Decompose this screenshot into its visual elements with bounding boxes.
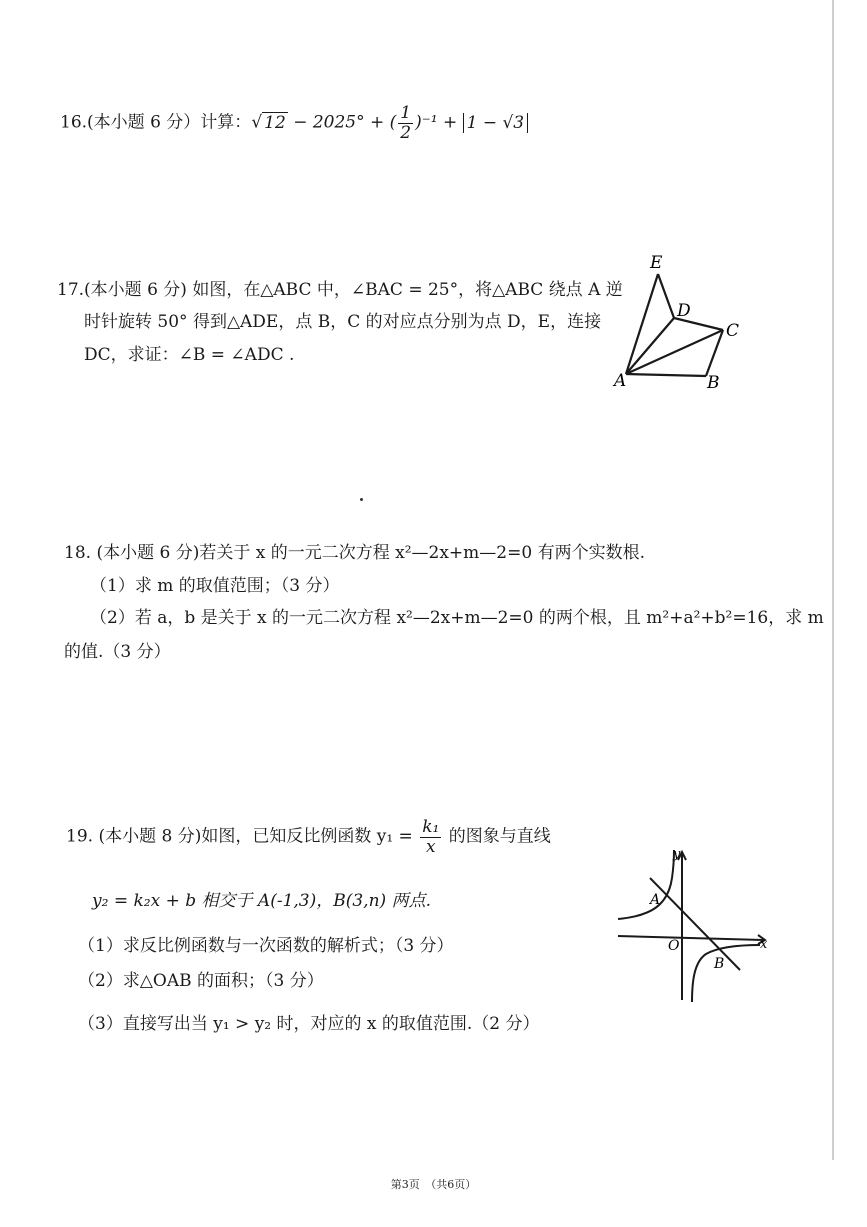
q19-part3: （3）直接写出当 y₁ > y₂ 时，对应的 x 的取值范围.（2 分）	[78, 1014, 540, 1034]
q16-sqrt: 12	[264, 112, 286, 133]
q19-line1: 19. (本小题 8 分)如图，已知反比例函数 y₁ = $\frac{\text{k₁}}{x}$ 的图象与直线	[66, 817, 551, 857]
q18-line1: 18. (本小题 6 分)若关于 x 的一元二次方程 x²—2x+m—2=0 有两个实数根.	[64, 543, 645, 563]
segment-AB	[626, 374, 706, 376]
q16-expr-minus: − 2025° + (	[287, 112, 397, 133]
q18-line3: （2）若 a，b 是关于 x 的一元二次方程 x²—2x+m—2=0 的两个根，且 m²+a²+b²=16，求 m	[90, 608, 824, 628]
q16-header: (本小题 6 分）计算：	[87, 112, 252, 133]
q17-line3: DC，求证：∠B = ∠ADC .	[84, 345, 295, 365]
q16-abs: 1 − √3	[463, 113, 529, 133]
q18-line2: （1）求 m 的取值范围；（3 分）	[90, 576, 340, 596]
q16-number: 16.	[60, 112, 88, 133]
stray-dot	[360, 498, 363, 501]
q19-figure	[610, 842, 780, 1007]
segment-AD	[626, 318, 674, 374]
label-x: x	[760, 937, 768, 952]
q19-fraction: $\frac{\text{k₁}}{x}$	[422, 817, 440, 857]
label-E: E	[650, 253, 663, 273]
hyperbola-left	[618, 850, 674, 919]
segment-AE	[626, 274, 658, 374]
q17-line1: 17.(本小题 6 分) 如图，在△ABC 中，∠BAC = 25°，将△ABC 绕点 A 逆	[57, 280, 623, 300]
q18-line4: 的值.（3 分）	[64, 642, 171, 662]
line-y2	[650, 878, 740, 970]
page-edge	[832, 0, 834, 1160]
q16-expr-pow: )⁻¹ +	[415, 112, 463, 133]
label-B: B	[707, 373, 720, 393]
label-A: A	[650, 892, 661, 908]
q19-line2: y₂ = k₂x + b 相交于 A(-1,3)，B(3,n) 两点.	[92, 891, 431, 911]
x-axis	[618, 936, 764, 940]
label-y: y	[673, 847, 681, 862]
label-D: D	[677, 301, 691, 321]
label-O: O	[668, 938, 680, 954]
label-A: A	[614, 371, 627, 391]
q19-part1: （1）求反比例函数与一次函数的解析式；（3 分）	[78, 936, 454, 956]
label-B: B	[714, 956, 725, 972]
page-footer: 第3页 （共6页）	[390, 1178, 477, 1191]
q17-figure	[608, 248, 748, 393]
segment-EC	[658, 274, 674, 318]
q17-line2: 时针旋转 50° 得到△ADE，点 B，C 的对应点分别为点 D，E，连接	[84, 312, 602, 332]
hyperbola-right	[692, 945, 760, 1002]
label-C: C	[726, 321, 740, 341]
question-16: 16.(本小题 6 分）计算：√ 12 − 2025° + ( $\frac{1}{2}$ )⁻¹ + 1 − √3	[60, 104, 528, 142]
q16-fraction: $\frac{1}{2}$	[400, 103, 412, 143]
q19-part2: （2）求△OAB 的面积；（3 分）	[78, 971, 324, 991]
